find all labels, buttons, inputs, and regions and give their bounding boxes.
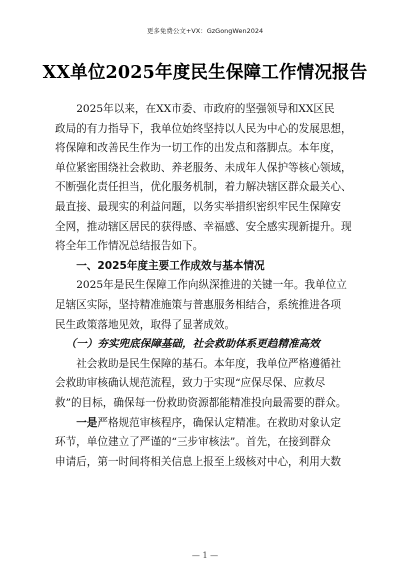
text-line: 不断强化责任担当，优化服务机制，着力解决辖区群众最关心、 [55, 181, 352, 194]
subsection-paragraph [55, 355, 357, 414]
header-note: 更多免费公文+VX：GzGongWen2024 [146, 27, 264, 35]
text-line: 环节，单位建立了严谨的“三步审核法”。首先，在接到群众 [55, 436, 331, 449]
text-line: 2025年以来，在XX市委、市政府的坚强领导和XX区民 [76, 103, 335, 115]
intro-paragraph [55, 100, 357, 257]
subsection-heading: （一）夯实兜底保障基础，社会救助体系更趋精准高效 [65, 338, 320, 351]
text-line: 全网，推动辖区居民的获得感、幸福感、安全感实现新提升。现 [55, 220, 352, 233]
section-paragraph [55, 276, 357, 335]
text-line: 2025年是民生保障工作向纵深推进的关键一年。我单位立 [76, 279, 347, 292]
text-line: 社会救助是民生保障的基石。本年度，我单位严格遵循社 [76, 357, 342, 370]
text-line: 政局的有力指导下，我单位始终坚持以人民为中心的发展思想， [55, 122, 352, 135]
item-paragraph [55, 414, 357, 473]
text-line: 将保障和改善民生作为一切工作的出发点和落脚点。本年度， [55, 142, 342, 155]
text-line: 足辖区实际，坚持精准施策与普惠服务相结合，系统推进各项 [55, 298, 342, 311]
section-heading: 一、2025年度主要工作成效与基本情况 [76, 259, 265, 272]
text-line: 将全年工作情况总结报告如下。 [55, 240, 204, 253]
text-line: 一是严格规范审核程序，确保认定精准。在救助对象认定 [76, 416, 342, 429]
text-line: 单位紧密围绕社会救助、养老服务、未成年人保护等核心领域， [55, 161, 352, 174]
text-line: 救”的目标，确保每一份救助资源都能精准投向最需要的群众。 [55, 396, 347, 409]
text-line: 会救助审核确认规范流程，致力于实现“应保尽保、应救尽 [55, 377, 326, 390]
page-number: — 1 — [191, 551, 219, 560]
document-body [55, 100, 357, 472]
lead-marker: 一是 [76, 416, 98, 429]
text-line: 申请后，第一时间将相关信息上报至上级核对中心，利用大数 [55, 455, 342, 468]
document-title: XX单位2025年度民生保障工作情况报告 [42, 63, 368, 83]
text-line: 最直接、最现实的利益问题，以务实举措织密织牢民生保障安 [55, 200, 342, 213]
text-line: 民生政策落地见效，取得了显著成效。 [55, 318, 236, 331]
